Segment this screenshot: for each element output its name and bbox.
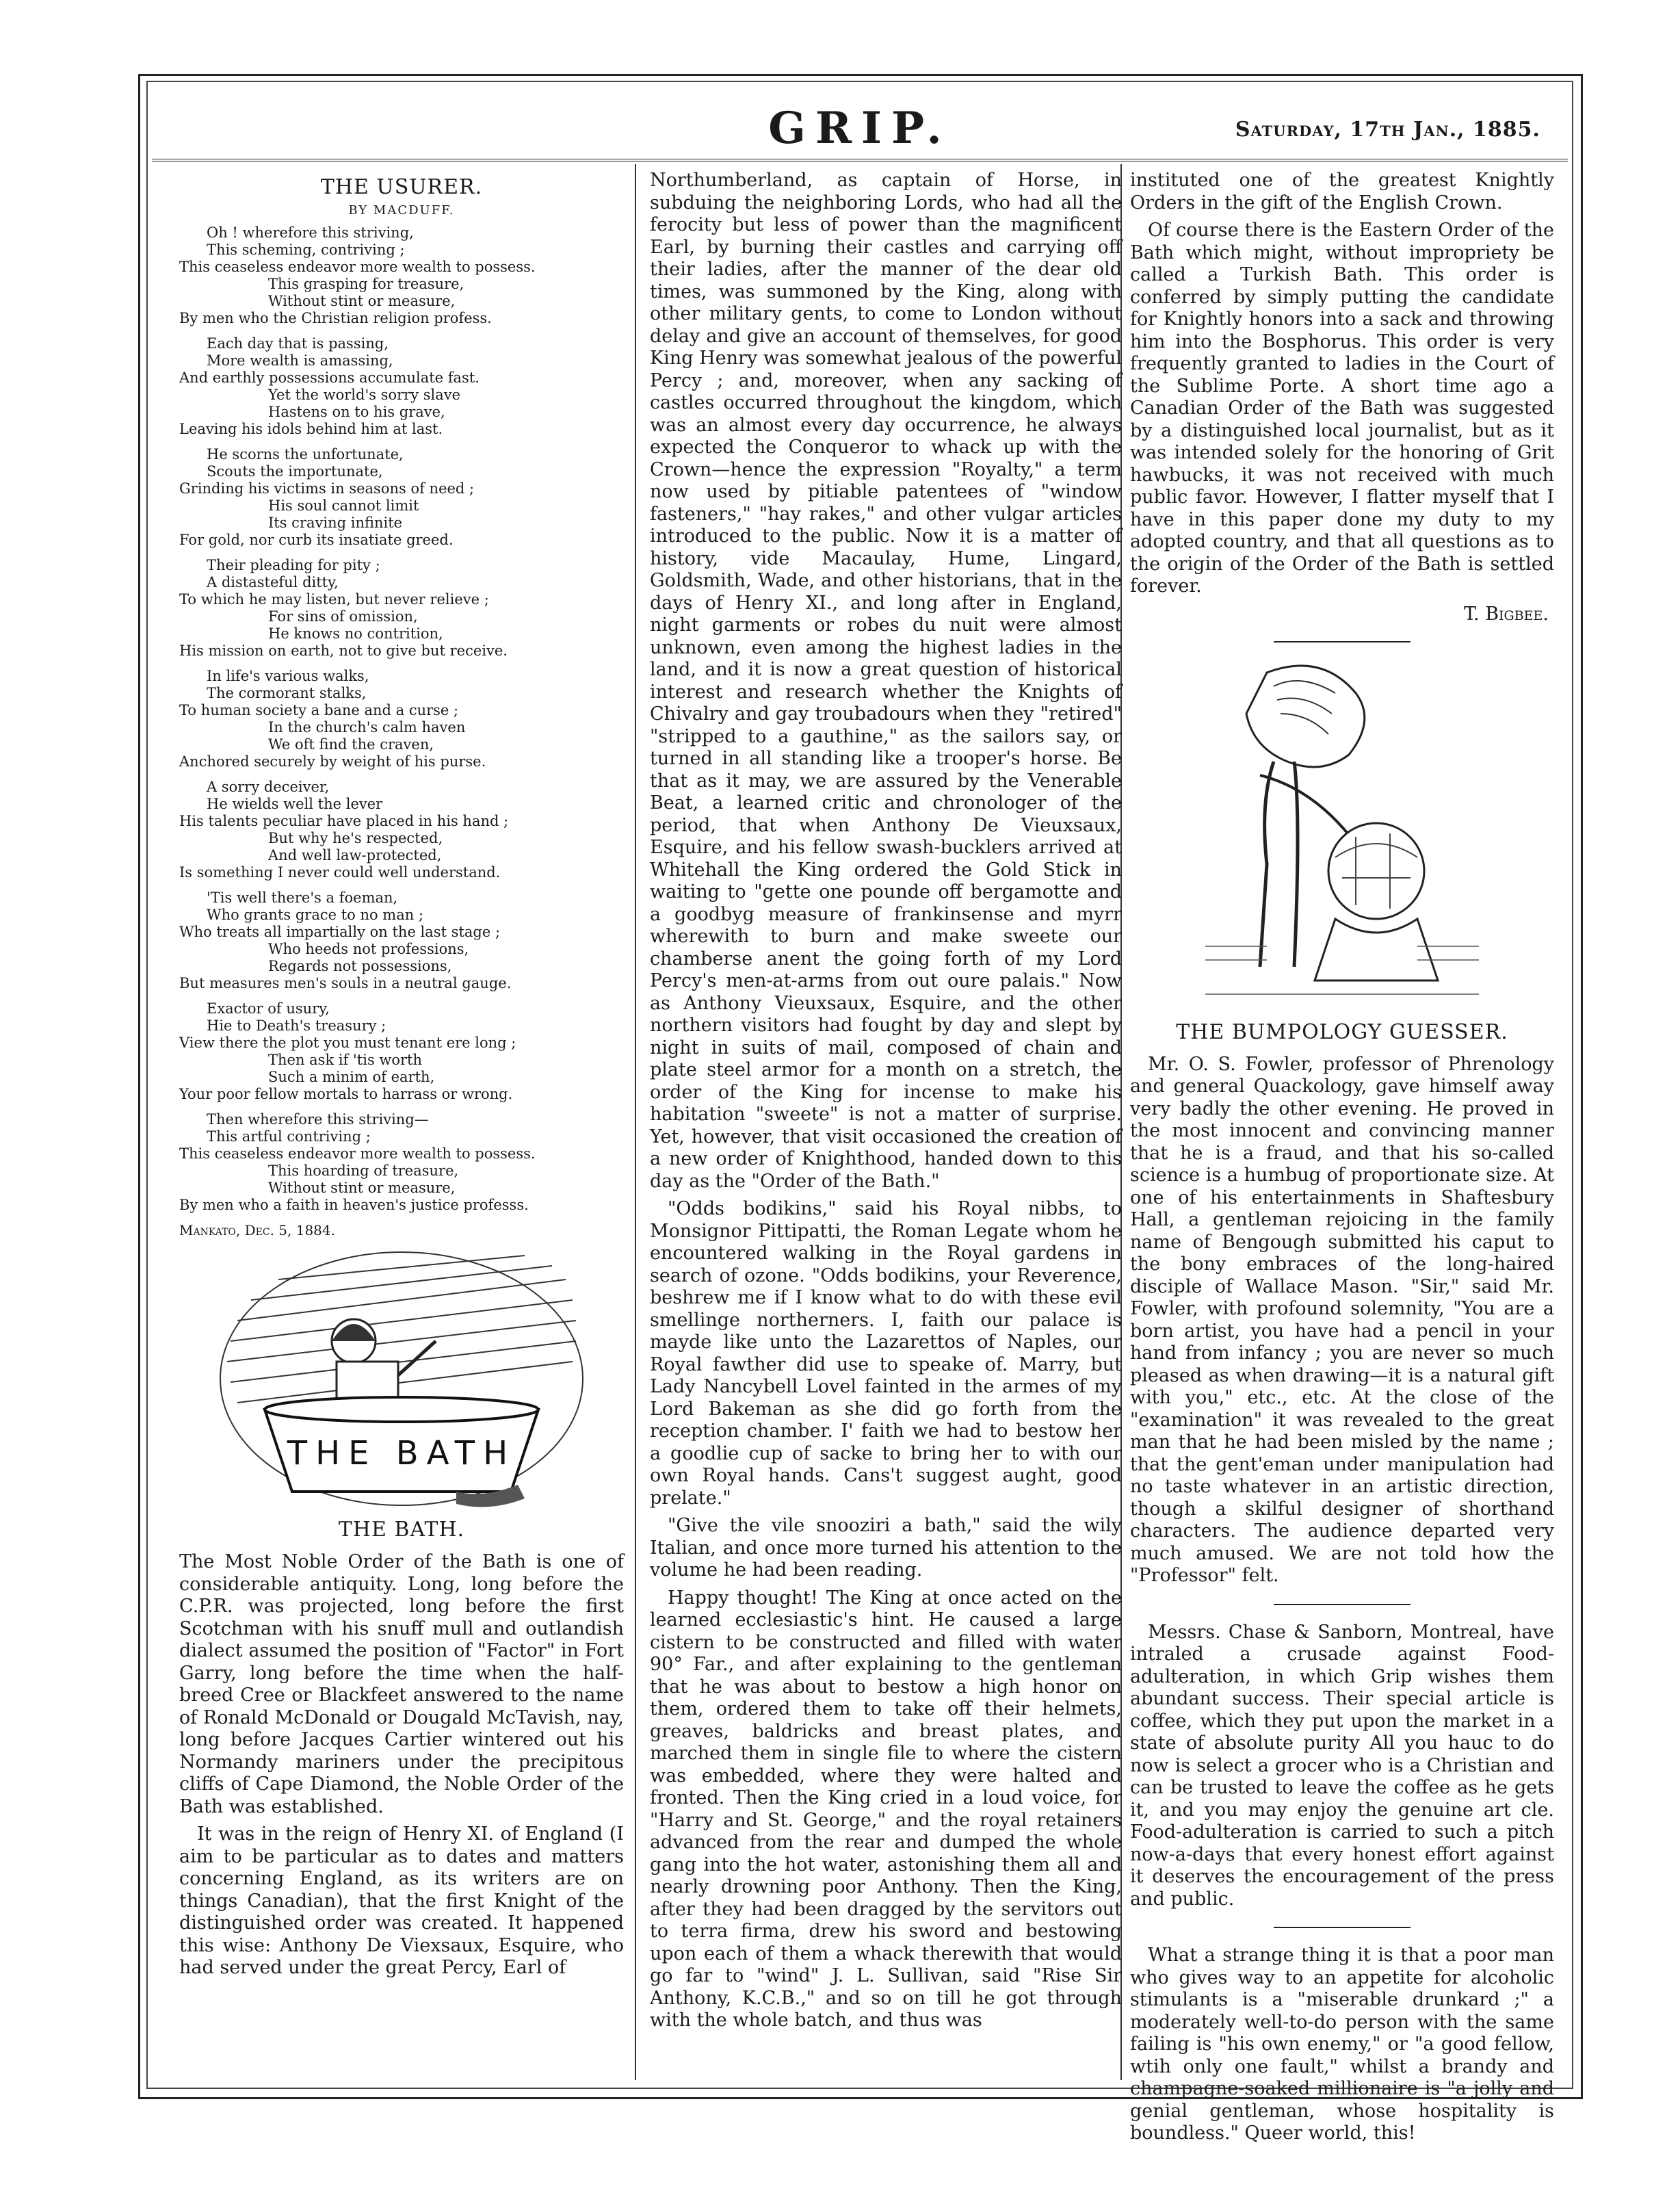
poem-line: Its craving infinite: [268, 515, 403, 531]
author-signature: T. Bigbee.: [1463, 603, 1549, 625]
poem-line: Scouts the importunate,: [207, 463, 383, 480]
poem-line: For sins of omission,: [268, 608, 418, 625]
poem-line: To which he may listen, but never relieve ;: [179, 591, 489, 608]
poem-line: This ceaseless endeavor more wealth to possess.: [179, 1145, 536, 1162]
poem-line: This hoarding of treasure,: [268, 1163, 459, 1179]
poem-line: His mission on earth, not to give but receive.: [179, 642, 508, 659]
bath-paragraph-8: Of course there is the Eastern Order of the Bath which might, without impropriety be called a Turkish Bath. This order is conferred by simply putting the candidate for Knightly honors into a sack and throwing him into the Bosphorus. This order is very frequently granted to ladies in the Court of the Sublime Porte. A short time ago a Canadian Order of the Bath was suggested by a distinguished local journalist, but as it was intended solely for the honoring of Grit hawbucks, it was not received with much public favor. However, I flatter myself that I have in this paper done my duty to my adopted country, and that all questions as to the origin of the Order of the Bath is settled forever.: [1130, 220, 1554, 597]
bath-paragraph-6: Happy thought! The King at once acted on the learned ecclesiastic's hint. He caused a large cistern to be constructed and filled with water 90° Far., and after explaining to the gentleman that he was about to bestow a high honor on them, ordered them to take off their helmets, greaves, baldricks and breast plates, and marched them in single file to where the cistern was embedded, where they were halted and fronted. Then the King cried in a loud voice, for "Harry and St. George," and the royal retainers advanced from the rear and dumped the whole gang into the hot water, astonishing them all and nearly drowning poor Anthony. Then the King, after they had been dragged by the servitors out to terra firma, drew his sword and bestowing upon each of them a whack therewith that would go far to "wind" J. L. Sullivan, said "Rise Sir Anthony, K.C.B.," and so on till he got through with the whole batch, and thus was: [650, 1587, 1122, 2031]
poem-stanza: [179, 446, 624, 549]
section-divider-3: [1274, 1927, 1410, 1928]
bath-caption: THE BATH.: [338, 1518, 465, 1542]
strange-thing-paragraph: What a strange thing it is that a poor man who gives way to an appetite for alcoholic stimulants is a "miserable drunkard ;" a moderately well-to-do person with the same failing is "his own enemy," or "a good fellow, wtih only one fault," whilst a brandy and champagne-soaked millionaire is "a jolly and genial gentleman, whose hospitality is boundless." Queer world, this!: [1130, 1945, 1554, 2144]
poem-line: Is something I never could well understand.: [179, 864, 501, 881]
bath-paragraph-3: Northumberland, as captain of Horse, in subduing the neighboring Lords, who had all the ferocity but less of power than the magnificent Earl, by burning their castles and carrying off their ladies, after the manner of the dear old times, was summoned by the King, along with other military gents, to come to London without delay and give an account of themselves, for good King Henry was somewhat jealous of the powerful Percy ; and, moreover, when any sacking of castles occurred throughout the kingdom, which was an almost every day occurrence, he always expected the Conqueror to whack up with the Crown—hence the expression "Royalty," a term now used by pitiable patentees of "window fasteners," "hay rakes," and other vulgar articles introduced to the public. Now it is a matter of history, vide Macaulay, Hume, Lingard, Goldsmith, Wade, and other historians, that in the days of Henry XI., and long after in England, night garments or robes du nuit were almost unknown, even among the highest ladies in the land, and it is now a great question of historical interest and research whether the Knights of Chivalry and gay troubadours when they "retired" "stripped to a gauthine," as the sailors say, or turned in all standing like a trooper's horse. Be that as it may, we are assured by the Venerable Beat, a learned critic and chronologer of the period, that when Anthony De Vieuxsaux, Esquire, and his fellow swash-bucklers arrived at Whitehall the King ordered the Gold Stick in waiting to "gette one pounde off bergamotte and a goodbyg measure of frankinsense and myrr wherewith to burn and make sweete our chamberse anent the going forth of my Lord Percy's men-at-arms from out oure palais." Now as Anthony Vieuxsaux, Esquire, and the other northern visitors had fought by day and slept by night in suits of mail, composed of chain and plate steel armor for a month on a stretch, the order of the King for incense to make his habitation "sweete" is not a matter of surprise. Yet, however, that visit occasioned the creation of a new order of Knighthood, handed down to this day as the "Order of the Bath.": [650, 170, 1122, 1192]
poem-line: Who grants grace to no man ;: [207, 907, 424, 923]
poem-line: But why he's respected,: [268, 830, 443, 846]
poem-line: More wealth is amassing,: [207, 352, 393, 369]
poem-stanza: [179, 1000, 624, 1103]
poem-line: Then wherefore this striving—: [207, 1111, 429, 1128]
tub-label: THE BATH: [287, 1434, 516, 1472]
poem-line: His soul cannot limit: [268, 497, 419, 514]
poem-line: 'Tis well there's a foeman,: [207, 889, 398, 906]
poem-line: Without stint or measure,: [268, 293, 456, 309]
column-1: [179, 170, 624, 1985]
bumpology-illustration: [1192, 659, 1493, 1015]
poem-stanza: [179, 779, 624, 881]
poem-line: View there the plot you must tenant ere long ;: [179, 1035, 516, 1051]
poem-line: Hie to Death's treasury ;: [207, 1017, 386, 1034]
poem-line: He knows no contrition,: [268, 625, 443, 642]
poem-line: But measures men's souls in a neutral gauge.: [179, 975, 512, 991]
bath-paragraph-1: The Most Noble Order of the Bath is one of considerable antiquity. Long, long before the C.P.R. was projected, long before the first Scotchman with his snuff mull and outlandish dialect assumed the position of "Factor" in Fort Garry, long before the time when the half-breed Cree or Blackfeet answered to the name of Ronald McDonald or Dougald McTavish, nay, long before Jacques Cartier wintered out his Normandy mariners under the precipitous cliffs of Cape Diamond, the Noble Order of the Bath was established.: [179, 1551, 624, 1817]
poem-line: A sorry deceiver,: [207, 779, 330, 795]
poem-stanza: [179, 1111, 624, 1214]
poem-line: In the church's calm haven: [268, 719, 466, 736]
poem-line: Your poor fellow mortals to harrass or wrong.: [179, 1086, 513, 1102]
poem-line: Without stint or measure,: [268, 1180, 456, 1196]
poem-line: This artful contriving ;: [207, 1128, 371, 1145]
poem-line: Exactor of usury,: [207, 1000, 330, 1017]
poem-line: Who treats all impartially on the last stage ;: [179, 924, 501, 940]
poem-line: Their pleading for pity ;: [207, 557, 380, 573]
bath-paragraph-2: It was in the reign of Henry XI. of England (I aim to be particular as to dates and matters concerning England, as its writers are on things Canadian), that the first Knight of the distinguished order was created. It happened this wise: Anthony De Viexsaux, Esquire, who had served under the great Percy, Earl of: [179, 1823, 624, 1978]
poem-line: Leaving his idols behind him at last.: [179, 421, 443, 437]
poem-line: Such a minim of earth,: [268, 1069, 435, 1085]
poem-line: By men who a faith in heaven's justice professs.: [179, 1197, 529, 1213]
poem-line: We oft find the craven,: [268, 736, 434, 753]
section-divider-2: [1274, 1604, 1410, 1605]
bath-paragraph-7: instituted one of the greatest Knightly Orders in the gift of the English Crown.: [1130, 170, 1554, 213]
poem-line: He scorns the unfortunate,: [207, 446, 404, 463]
poem-body: [179, 224, 624, 1214]
poem-line: Anchored securely by weight of his purse.: [179, 753, 486, 770]
masthead-rule: [152, 159, 1568, 161]
poem-line: He wields well the lever: [207, 796, 383, 812]
poem-line: Yet the world's sorry slave: [268, 387, 461, 403]
poem-stanza: [179, 557, 624, 660]
poem-byline: BY MACDUFF.: [348, 203, 455, 218]
newspaper-title: GRIP.: [768, 103, 951, 154]
poem-line: For gold, nor curb its insatiate greed.: [179, 532, 454, 548]
poem-line: This grasping for treasure,: [268, 276, 464, 292]
chase-sanborn-paragraph: Messrs. Chase & Sanborn, Montreal, have intraled a crusade against Food-adulteration, in which Grip wishes them abundant success. Their special article is coffee, which they put upon the market in a state of absolute purity All you hauc to do now is select a grocer who is a Christian and can be trusted to leave the coffee as he gets it, and you may enjoy the genuine art cle. Food-adulteration is carried to such a pitch now-a-days that every honest effort against it deserves the encouragement of the press and public.: [1130, 1621, 1554, 1910]
poem-line: This scheming, contriving ;: [207, 242, 405, 258]
poem-stanza: [179, 224, 624, 327]
poem-line: By men who the Christian religion profess.: [179, 310, 492, 326]
poem-line: Hastens on to his grave,: [268, 404, 445, 420]
bath-paragraph-4: "Odds bodikins," said his Royal nibbs, to Monsignor Pittipatti, the Roman Legate whom he encountered walking in the Royal gardens in search of ozone. "Odds bodikins, your Reverence, beshrew me if I know what to do with these evil smellinge northerners. I, faith our palace is mayde like unto the Lazarettos of Naples, our Royal fawther did use to speake of. Marry, but Lady Nancybell Lovel fainted in the armes of my Lord Bakeman as she did go forth from the reception chamber. I' faith we had to bestow her a goodlie cup of sacke to bring her to with our own Royal hands. Cans't suggest aught, good prelate.": [650, 1198, 1122, 1509]
poem-line: Oh ! wherefore this striving,: [207, 224, 414, 241]
column-2: [650, 170, 1122, 2038]
poem-stanza: [179, 889, 624, 992]
poem-line: To human society a bane and a curse ;: [179, 702, 459, 718]
poem-stanza: [179, 668, 624, 770]
poem-line: Each day that is passing,: [207, 335, 389, 352]
bath-illustration: [210, 1238, 593, 1512]
poem-line: Grinding his victims in seasons of need ;: [179, 480, 475, 497]
bumpology-caption: THE BUMPOLOGY GUESSER.: [1176, 1019, 1508, 1044]
poem-line: A distasteful ditty,: [207, 574, 339, 590]
poem-line: Regards not possessions,: [268, 958, 452, 974]
poem-title: THE USURER.: [320, 175, 483, 199]
poem-line: This ceaseless endeavor more wealth to possess.: [179, 259, 536, 275]
issue-date: Saturday, 17th Jan., 1885.: [1235, 118, 1540, 142]
poem-line: Who heeds not professions,: [268, 941, 469, 957]
poem-line: Then ask if 'tis worth: [268, 1052, 423, 1068]
poem-stanza: [179, 335, 624, 438]
poem-dateline: Mankato, Dec. 5, 1884.: [179, 1222, 335, 1238]
bath-paragraph-5: "Give the vile snooziri a bath," said the wily Italian, and once more turned his attention to the volume he had been reading.: [650, 1515, 1122, 1581]
column-3: [1130, 170, 1554, 2151]
poem-line: The cormorant stalks,: [207, 685, 367, 701]
poem-line: His talents peculiar have placed in his hand ;: [179, 813, 509, 829]
poem-line: In life's various walks,: [207, 668, 369, 684]
bumpology-paragraph: Mr. O. S. Fowler, professor of Phrenology and general Quackology, gave himself away very badly the other evening. He proved in the most innocent and convincing manner that he is a fraud, and that his so-called science is a humbug of proportionate size. At one of his entertainments in Shaftesbury Hall, a gentleman rejoicing in the family name of Bengough submitted his caput to the bony embraces of the long-haired disciple of Wallace Mason. "Sir," said Mr. Fowler, with profound solemnity, "You are a born artist, you have had a pencil in your hand from infancy ; you are never so much pleased as when drawing—it is a natural gift with you," etc., etc. At the close of the "examination" it was revealed to the great man that he had been misled by the name ; that the gent'eman under manipulation had no taste whatever in an artistic direction, though a skilful designer of shorthand characters. The audience departed very much amused. We are not told how the "Professor" felt.: [1130, 1053, 1554, 1586]
section-divider: [1274, 641, 1410, 642]
column-rule-1: [635, 164, 636, 2080]
masthead: [152, 103, 1568, 157]
poem-line: And earthly possessions accumulate fast.: [179, 369, 480, 386]
poem-line: And well law-protected,: [268, 847, 442, 863]
